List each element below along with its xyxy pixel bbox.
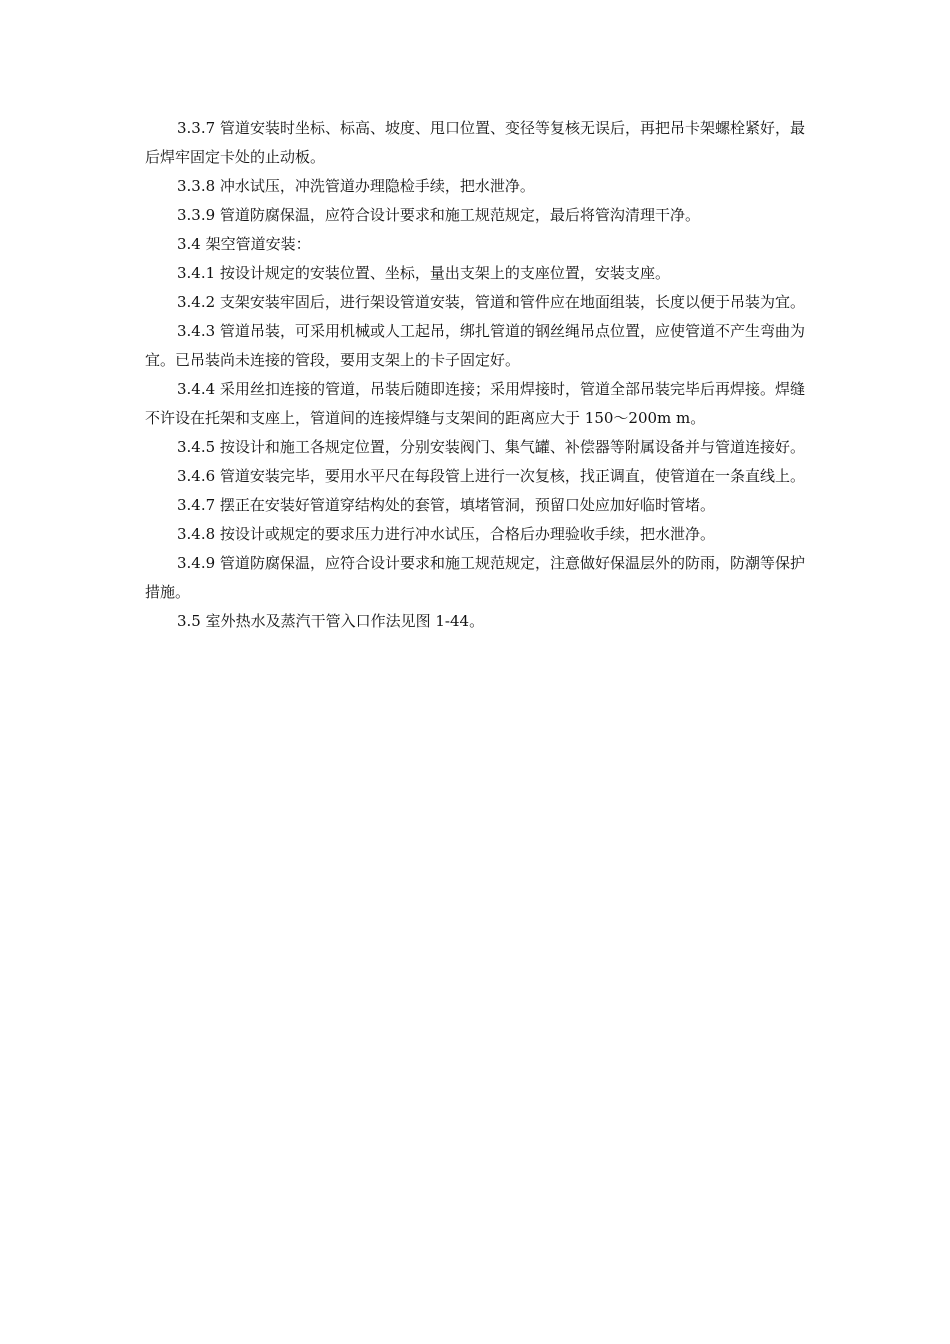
paragraph-3-3-9: 3.3.9 管道防腐保温，应符合设计要求和施工规范规定，最后将管沟清理干净。 <box>177 206 700 224</box>
paragraph-3-3-8: 3.3.8 冲水试压，冲洗管道办理隐检手续，把水泄净。 <box>177 177 535 195</box>
paragraph-3-4-1: 3.4.1 按设计规定的安装位置、坐标，量出支架上的支座位置，安装支座。 <box>177 264 670 282</box>
paragraph-3-4-9: 3.4.9 管道防腐保温，应符合设计要求和施工规范规定，注意做好保温层外的防雨，防潮等保护措施。 <box>145 554 805 601</box>
paragraph-3-4-7: 3.4.7 摆正在安装好管道穿结构处的套管，填堵管洞，预留口处应加好临时管堵。 <box>177 496 715 514</box>
paragraph-3-4-3: 3.4.3 管道吊装，可采用机械或人工起吊，绑扎管道的钢丝绳吊点位置，应使管道不产生弯曲为宜。已吊装尚未连接的管段，要用支架上的卡子固定好。 <box>145 322 805 369</box>
paragraph-3-4-6: 3.4.6 管道安装完毕，要用水平尺在每段管上进行一次复核，找正调直，使管道在一条直线上。 <box>177 467 805 485</box>
section-heading-3-4: 3.4 架空管道安装： <box>177 235 311 253</box>
paragraph-3-4-2: 3.4.2 支架安装牢固后，进行架设管道安装，管道和管件应在地面组装，长度以便于吊装为宜。 <box>177 293 805 311</box>
document-page <box>145 114 805 636</box>
paragraph-3-4-8: 3.4.8 按设计或规定的要求压力进行冲水试压，合格后办理验收手续，把水泄净。 <box>177 525 715 543</box>
paragraph-3-4-5: 3.4.5 按设计和施工各规定位置，分别安装阀门、集气罐、补偿器等附属设备并与管道连接好。 <box>177 438 805 456</box>
paragraph-3-3-7: 3.3.7 管道安装时坐标、标高、坡度、甩口位置、变径等复核无误后，再把吊卡架螺栓紧好，最后焊牢固定卡处的止动板。 <box>145 119 805 166</box>
paragraph-3-5: 3.5 室外热水及蒸汽干管入口作法见图 1-44。 <box>177 612 485 630</box>
paragraph-3-4-4: 3.4.4 采用丝扣连接的管道，吊装后随即连接；采用焊接时，管道全部吊装完毕后再焊接。焊缝不许设在托架和支座上，管道间的连接焊缝与支架间的距离应大于 150～200m m。 <box>145 380 805 427</box>
